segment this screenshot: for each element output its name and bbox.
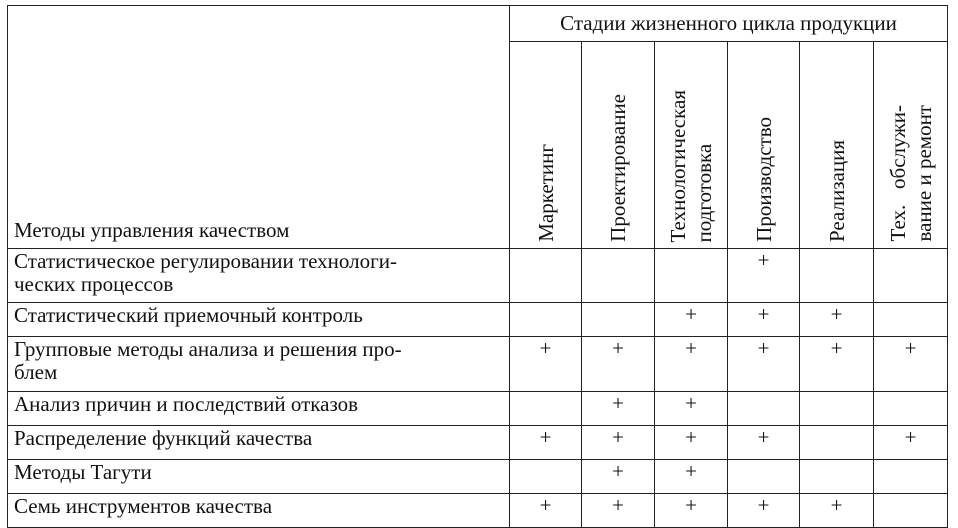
mark-cell <box>874 460 948 494</box>
mark-cell <box>800 460 874 494</box>
mark-cell <box>800 392 874 426</box>
table-row <box>8 426 948 460</box>
mark-cell: + <box>874 426 948 460</box>
stage-label: Производство <box>751 117 776 242</box>
mark-cell: + <box>582 337 655 392</box>
table-row <box>8 494 948 528</box>
stage-header-sales <box>800 42 874 249</box>
mark-cell: + <box>655 303 728 337</box>
mark-cell <box>800 426 874 460</box>
mark-cell: + <box>510 337 582 392</box>
table-row <box>8 303 948 337</box>
mark-cell <box>874 249 948 303</box>
method-cell: Распределение функций качества <box>8 426 510 460</box>
mark-cell: + <box>510 494 582 528</box>
mark-cell: + <box>582 460 655 494</box>
method-cell: Семь инструментов качества <box>8 494 510 528</box>
mark-cell: + <box>582 392 655 426</box>
mark-cell: + <box>728 337 800 392</box>
quality-methods-table <box>7 5 948 528</box>
stage-header-production <box>728 42 800 249</box>
stages-title-cell <box>510 6 948 42</box>
mark-cell: + <box>728 494 800 528</box>
mark-cell: + <box>655 460 728 494</box>
mark-cell <box>874 494 948 528</box>
mark-cell <box>582 303 655 337</box>
mark-cell <box>510 460 582 494</box>
methods-column-header: Методы управления качеством <box>14 218 290 242</box>
mark-cell: + <box>728 426 800 460</box>
mark-cell: + <box>800 303 874 337</box>
mark-cell <box>655 249 728 303</box>
stage-header-marketing <box>510 42 582 249</box>
mark-cell: + <box>728 303 800 337</box>
mark-cell <box>874 392 948 426</box>
stage-label: Тех. обслужи- вание и ремонт <box>885 105 936 242</box>
corner-header-cell <box>8 6 510 249</box>
mark-cell: + <box>582 426 655 460</box>
stages-title: Стадии жизненного цикла продукции <box>560 11 897 36</box>
mark-cell: + <box>510 426 582 460</box>
mark-cell: + <box>655 494 728 528</box>
mark-cell <box>510 303 582 337</box>
stage-label: Маркетинг <box>533 144 558 242</box>
stage-label: Реализация <box>824 140 849 242</box>
stage-header-tech-preparation <box>655 42 728 249</box>
mark-cell: + <box>655 337 728 392</box>
mark-cell: + <box>874 337 948 392</box>
mark-cell <box>874 303 948 337</box>
stage-label: Технологическая подготовка <box>666 89 716 242</box>
stage-label: Проектирование <box>606 94 630 242</box>
mark-cell: + <box>728 249 800 303</box>
method-cell: Статистический приемочный контроль <box>8 303 510 337</box>
mark-cell: + <box>800 494 874 528</box>
mark-cell: + <box>655 426 728 460</box>
stage-header-maintenance <box>874 42 948 249</box>
mark-cell <box>800 249 874 303</box>
table-row <box>8 392 948 426</box>
table-row <box>8 249 948 303</box>
table-row <box>8 337 948 392</box>
mark-cell: + <box>655 392 728 426</box>
method-cell: Методы Тагути <box>8 460 510 494</box>
mark-cell <box>728 392 800 426</box>
mark-cell <box>582 249 655 303</box>
mark-cell <box>510 249 582 303</box>
mark-cell: + <box>800 337 874 392</box>
table-row <box>8 460 948 494</box>
stage-header-design <box>582 42 655 249</box>
mark-cell: + <box>582 494 655 528</box>
method-cell: Статистическое регулировании технологи- ческих процессов <box>8 249 510 303</box>
mark-cell <box>510 392 582 426</box>
method-cell: Групповые методы анализа и решения про- блем <box>8 337 510 392</box>
mark-cell <box>728 460 800 494</box>
method-cell: Анализ причин и последствий отказов <box>8 392 510 426</box>
